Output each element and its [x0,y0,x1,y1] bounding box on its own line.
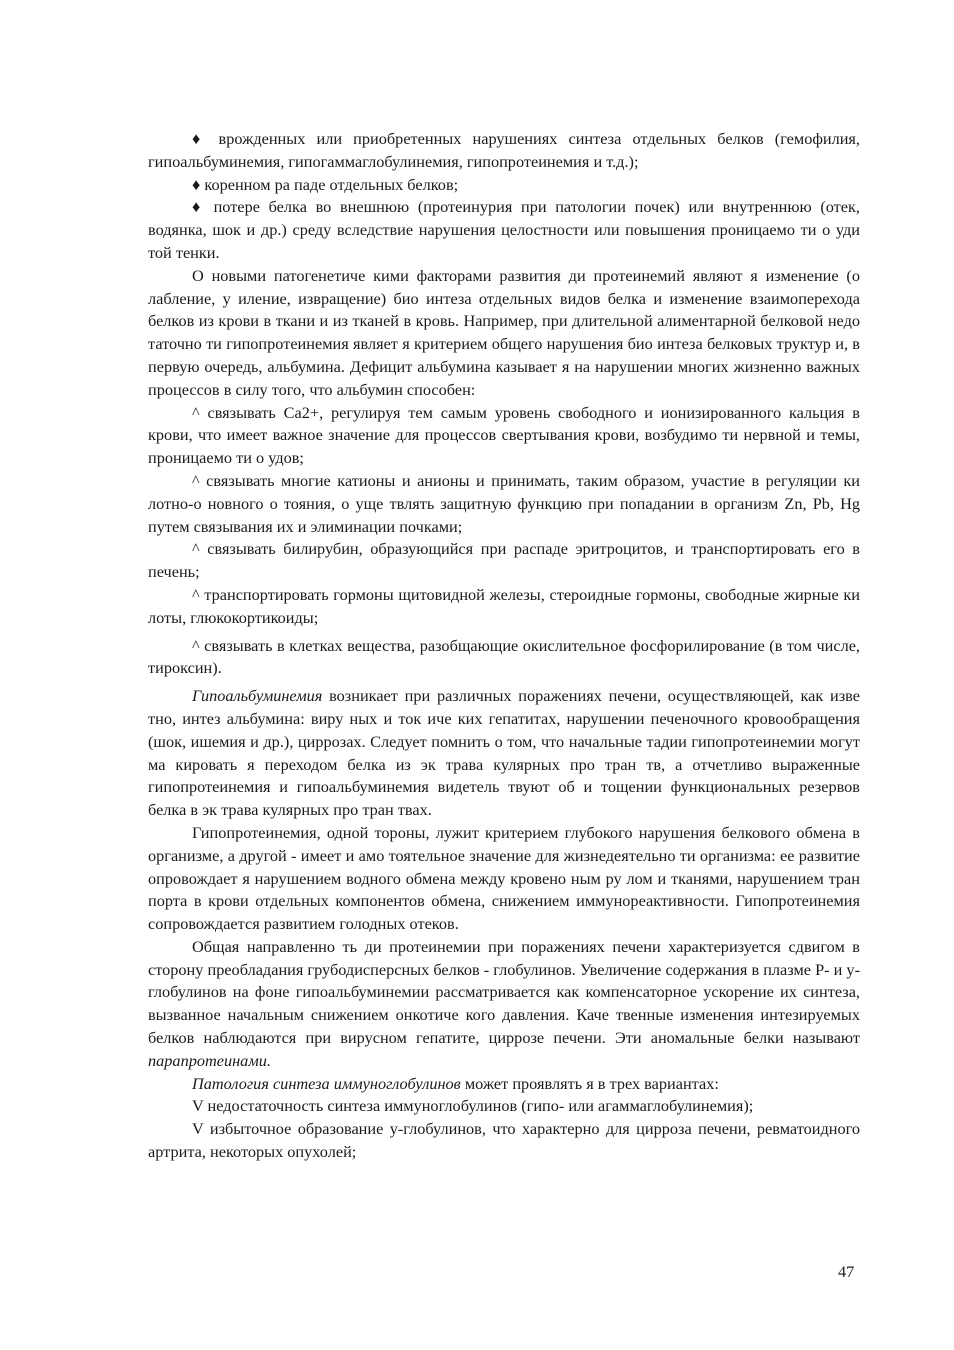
paragraph-hypoproteinemia: Гипопротеинемия, одной тороны, лужит критерием глубокого нарушения белкового обмена в организме, а другой - имеет и амо тоятельное значение для жизнедеятельно ти организма: ее развитие опровождает я нарушением водного обмена между кровено ным ру лом и тканями, нарушением тран порта в крови отдельных компонентов обмена, снижением иммунореактивности. Гипопротеинемия сопровождается развитием голодных отеков. [148,822,860,934]
paragraph-albumin-uncouplers: ^ связывать в клетках вещества, разобщающие окислительное фосфорилирование (в том числе, тироксин). [148,635,860,678]
page-number: 47 [838,1262,855,1281]
paragraph-bullet-loss: ♦ потере белка во внешнюю (протеинурия при патологии почек) или внутреннюю (отек, водянка, шок и др.) среду вследствие нарушения целостности или повышения проницаемо ти о уди той тенки. [148,197,860,262]
paragraph-dysproteinemia [148,936,860,1073]
paragraph-hypoalbuminemia-text: возникает при различных поражениях печени, осуществляющей, как изве тно, интез альбумина: виру ных и ток иче ких гепатитах, нарушении печеночного кровообращения (шок, ишемия и др.), циррозах. Следует помнить о том, что начальные тадии гипопротеинемии могут ма кировать я переходом белка из эк трава кулярных про тран тв, а отчетливо выраженные гипопротеинемия и гипоальбуминемия видетель твуют об и тощении функциональных резервов белка в эк трава кулярных про тран твах. [148,686,860,820]
paragraph-variant-deficiency: V недостаточность синтеза иммуноглобулинов (гипо- или агаммаглобулинемия); [192,1096,754,1116]
paragraph-hypoalbuminemia [148,685,860,822]
body-text [148,128,860,1164]
paragraph-pathogenetic-factors: О новыми патогенетиче кими факторами развития ди протеинемий являют я изменение (о лабление, у иление, извращение) био интеза отдельных видов белка и изменение взаимоперехода белков из крови в ткани и из тканей в кровь. Например, при длительной алиментарной белковой недо таточно ти гипопротеинемия являет я критерием общего нарушения био интеза белковых труктур и, в первую очередь, альбумина. Дефицит альбумина казывает я на нарушении многих жизненно важных процессов в силу того, что альбумин способен: [148,265,860,399]
paragraph-variant-excess: V избыточное образование у-глобулинов, что характерно для цирроза печени, ревматоидного артрита, некоторых опухолей; [148,1119,860,1162]
paragraph-immunoglobulin-text: может проявлять я в трех вариантах: [460,1073,719,1093]
paragraph-bullet-breakdown: ♦ коренном ра паде отдельных белков; [192,174,459,194]
paragraph-albumin-calcium: ^ связывать Са2+, регулируя тем самым уровень свободного и ионизированного кальция в крови, что имеет важное значение для процессов свертывания крови, возбудимо ти нервной и темы, проницаемо ти о удов; [148,402,860,468]
paragraph-immunoglobulin-pathology [148,1073,860,1096]
paragraph-albumin-hormones: ^ транспортировать гормоны щитовидной железы, стероидные гормоны, свободные жирные ки лоты, глюкокортикоиды; [148,584,860,627]
paragraph-albumin-cations: ^ связывать многие катионы и анионы и принимать, таким образом, участие в регуляции ки лотно-о новного о тояния, о уще твлять защитную функцию при попадании в организм Zn, Pb, Hg путем связывания их и элиминации почками; [148,470,860,536]
term-hypoalbuminemia: Гипоальбуминемия [192,686,323,706]
paragraph-bullet-synthesis: ♦ врожденных или приобретенных нарушениях синтеза отдельных белков (гемофилия, гипоальбуминемия, гипогаммаглобулинемия, гипопротеинемия и т.д.); [148,129,860,171]
term-paraproteins: парапротеинами. [148,1050,271,1070]
paragraph-albumin-bilirubin: ^ связывать билирубин, образующийся при распаде эритроцитов, и транспортировать его в печень; [148,539,860,582]
term-immunoglobulin-pathology: Патология синтеза иммуноглобулинов [192,1073,461,1093]
paragraph-dysproteinemia-text: Общая направленно ть ди протеинемии при поражениях печени характеризуется сдвигом в сторону преобладания грубодисперсных белков - глобулинов. Увеличение содержания в плазме Р- и у-глобулинов на фоне гипоальбуминемии рассматривается как компенсаторное ускорение их синтеза, вызванное начальным снижением онкотиче кого давления. Каче твенные изменения интезируемых белков наблюдаются при вирусном гепатите, циррозе печени. Эти аномальные белки называют [148,936,860,1048]
